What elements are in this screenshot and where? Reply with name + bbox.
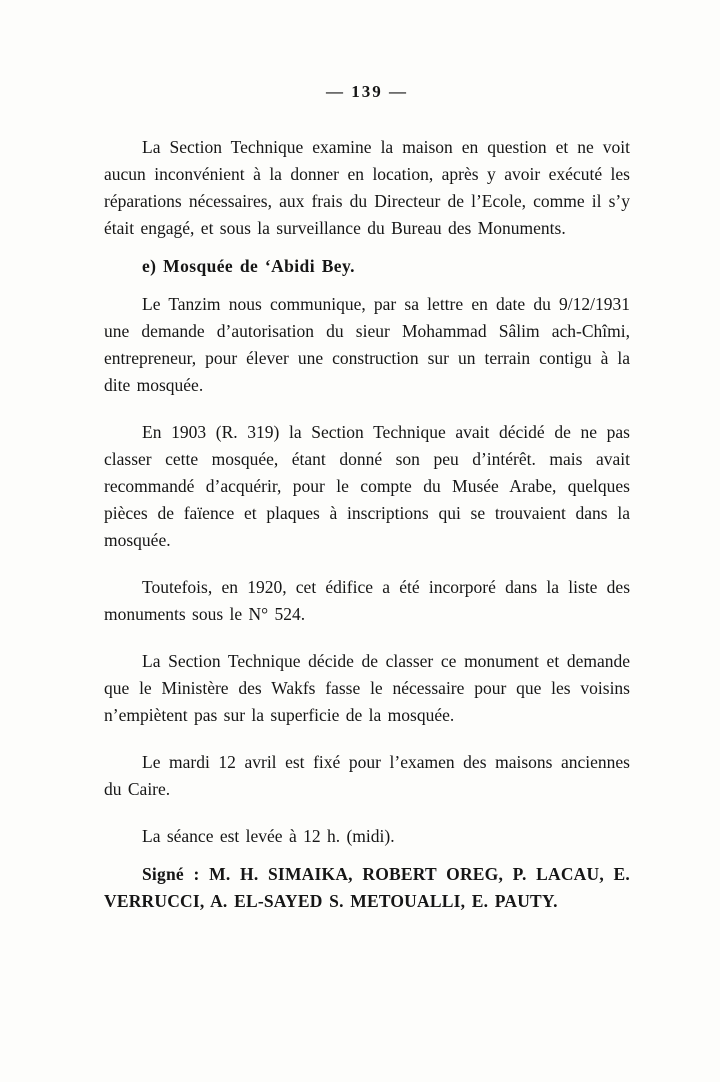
section-paragraph-3: Toutefois, en 1920, cet édifice a été incorporé dans la liste des monuments sous le N° 524. [104,577,630,624]
page-number: — 139 — [326,82,408,101]
section-heading: e) Mosquée de ‘Abidi Bey. [142,256,355,276]
signature-line: Signé : M. H. SIMAIKA, ROBERT OREG, P. LACAU, E. VERRUCCI, A. EL-SAYED S. METOUALLI, E. PAUTY. [104,864,630,911]
section-paragraph-4: La Section Technique décide de classer ce monument et demande que le Ministère des Wakfs fasse le nécessaire pour que les voisins n’empiètent pas sur la superficie de la mosquée. [104,651,630,725]
document-body [104,134,630,915]
section-paragraph-2: En 1903 (R. 319) la Section Technique avait décidé de ne pas classer cette mosquée, étant donné son peu d’intérêt. mais avait recommandé d’acquérir, pour le compte du Musée Arabe, quelques pièces de faïence et plaques à inscriptions qui se trouvaient dans la mosquée. [104,422,630,550]
closing-paragraph-2: La séance est levée à 12 h. (midi). [142,826,395,846]
intro-paragraph: La Section Technique examine la maison en question et ne voit aucun inconvénient à la donner en location, après y avoir exécuté les réparations nécessaires, aux frais du Directeur de l’Ecole, comme il s’y était engagé, et sous la surveillance du Bureau des Monuments. [104,137,630,238]
closing-paragraph-1: Le mardi 12 avril est fixé pour l’examen des maisons anciennes du Caire. [104,752,630,799]
section-paragraph-1: Le Tanzim nous communique, par sa lettre en date du 9/12/1931 une demande d’autorisation du sieur Mohammad Sâlim ach-Chîmi, entrepreneur, pour élever une construction sur un terrain contigu à la dite mosquée. [104,294,630,395]
